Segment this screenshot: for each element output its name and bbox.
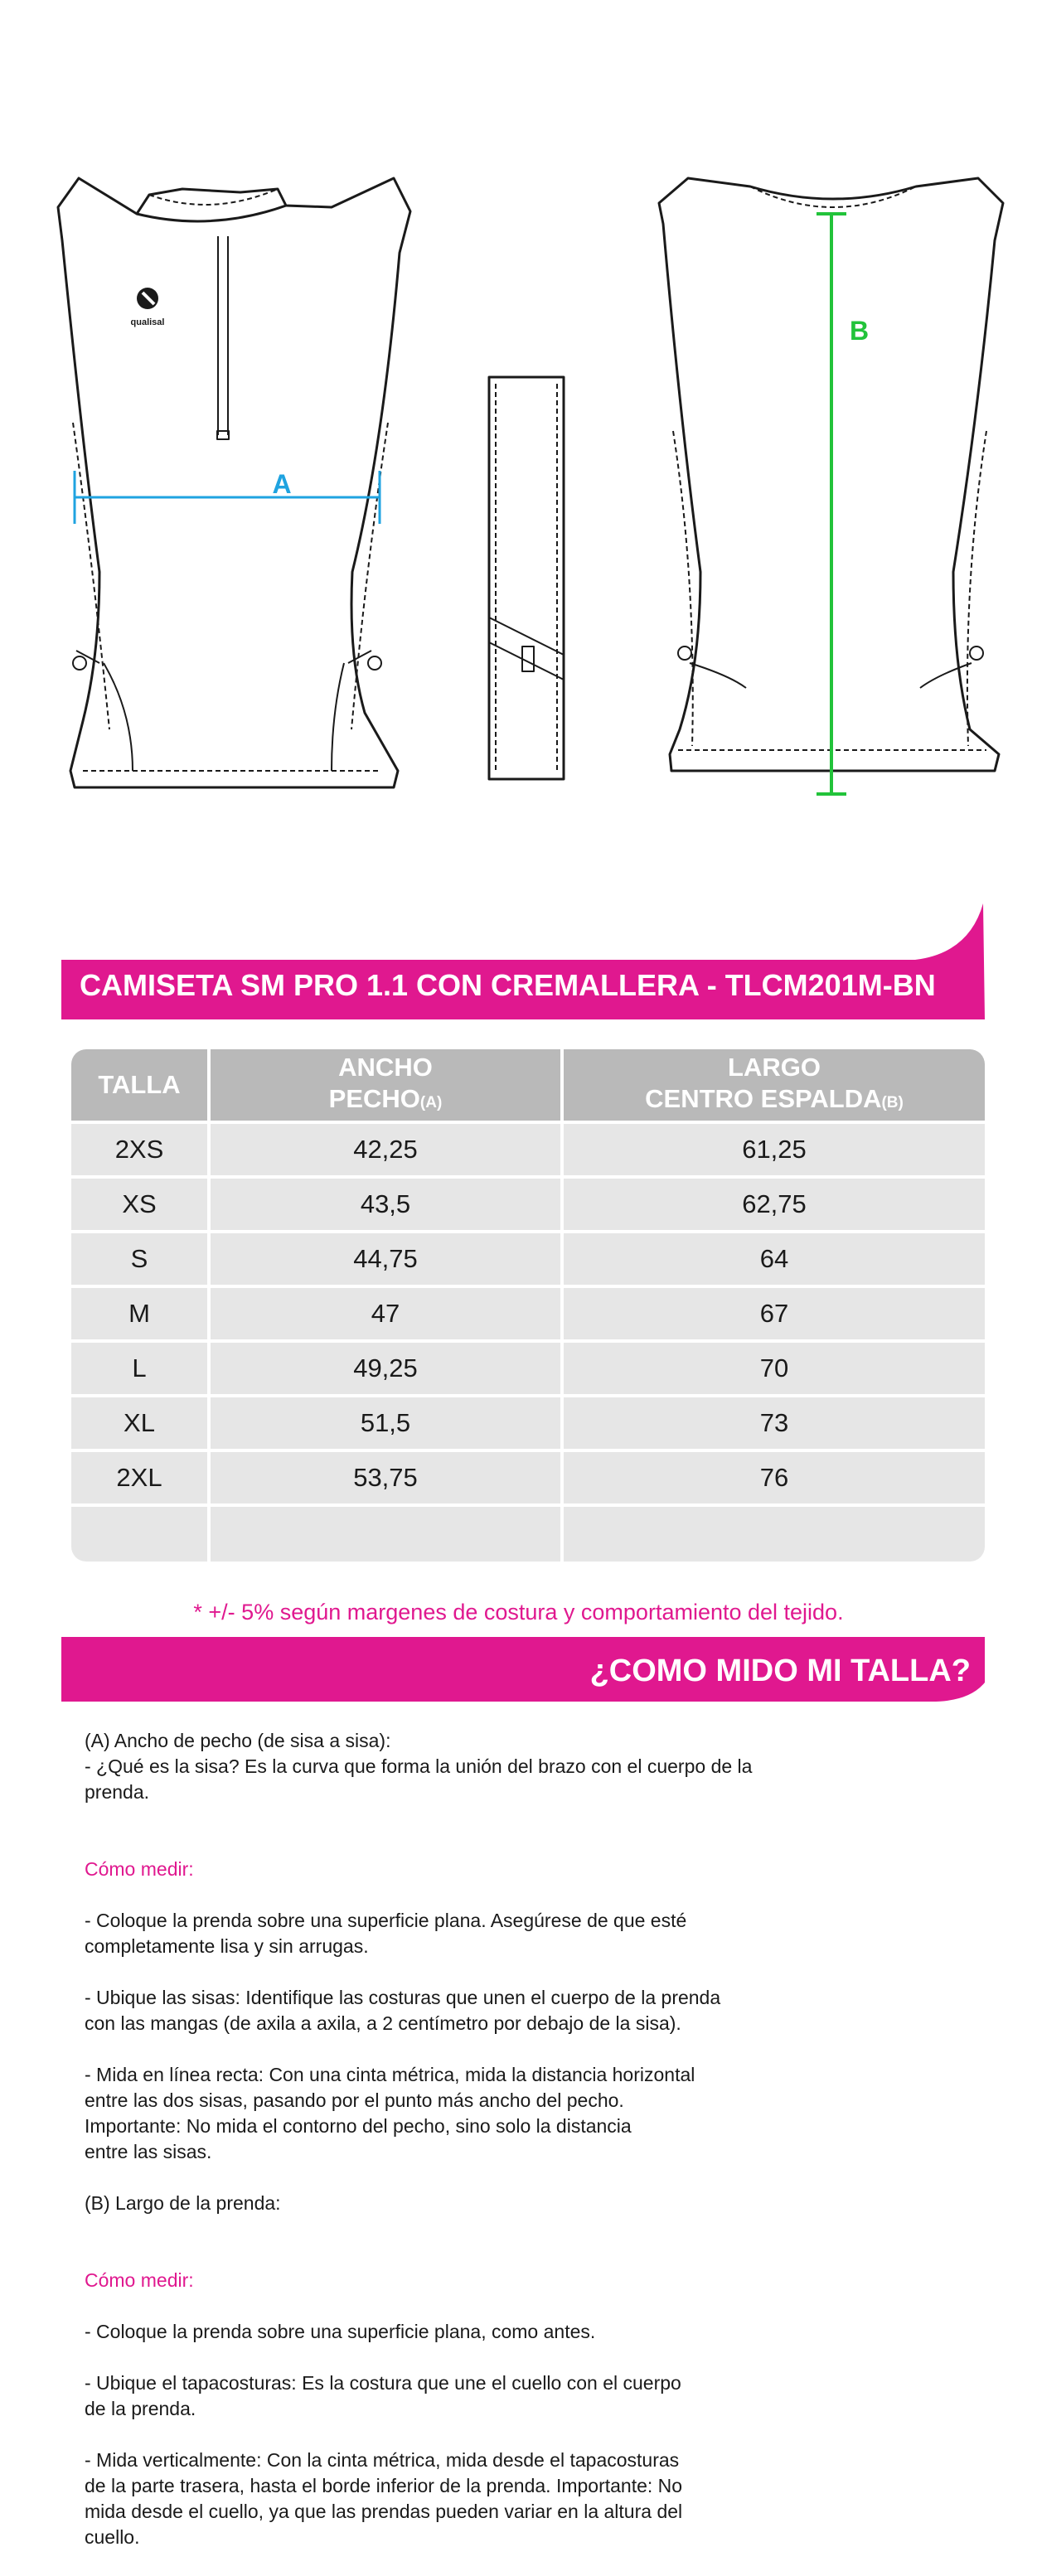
table-row <box>71 1124 985 1175</box>
col-talla-header <box>71 1049 207 1121</box>
zipper-detail <box>489 377 564 779</box>
a-como-medir-label: Cómo medir: <box>85 1858 194 1880</box>
table-row <box>71 1179 985 1230</box>
a-heading: (A) Ancho de pecho (de sisa a sisa): - ¿Qué es la sisa? Es la curva que forma la unión del brazo con el cuerpo de la prenda. <box>85 1730 753 1803</box>
col-ancho-header <box>211 1049 560 1121</box>
garment-illustrations <box>0 0 1037 829</box>
cell-largo: 61,25 <box>564 1124 985 1175</box>
cell-ancho: 51,5 <box>211 1397 560 1449</box>
b-step1: - Coloque la prenda sobre una superficie plana, como antes. <box>85 2321 596 2342</box>
table-header-row <box>71 1049 985 1121</box>
col-ancho-line2: PECHO <box>328 1083 420 1113</box>
cell-largo: 67 <box>564 1288 985 1339</box>
cell-largo: 62,75 <box>564 1179 985 1230</box>
brand-logo-text: qualisal <box>130 317 165 327</box>
how-to-title: ¿COMO MIDO MI TALLA? <box>589 1654 971 1688</box>
cell-ancho: 49,25 <box>211 1343 560 1394</box>
instructions <box>85 1728 814 2576</box>
b-step3: - Mida verticalmente: Con la cinta métrica, mida desde el tapacosturas de la parte trasera, hasta el borde inferior de la prenda. Importante: No mida desde el cuello, ya que las prendas pueden variar en la altura del cuello. <box>85 2449 683 2548</box>
cell-talla: 2XS <box>71 1124 207 1175</box>
cell-largo: 76 <box>564 1452 985 1503</box>
cell-talla: 2XL <box>71 1452 207 1503</box>
cell-ancho: 42,25 <box>211 1124 560 1175</box>
cell-empty <box>211 1507 560 1562</box>
col-largo-header <box>564 1049 985 1121</box>
a-step3: - Mida en línea recta: Con una cinta métrica, mida la distancia horizontal entre las dos sisas, pasando por el punto más ancho del pecho. Importante: No mida el contorno del pecho, sino solo la distancia entre las sisas. <box>85 2064 695 2162</box>
col-largo-line2: CENTRO ESPALDA <box>645 1083 882 1113</box>
b-como-medir-label: Cómo medir: <box>85 2269 194 2291</box>
cell-talla: XL <box>71 1397 207 1449</box>
brand-logo <box>137 288 158 309</box>
a-como-medir <box>85 1831 814 1959</box>
measure-a <box>75 471 380 524</box>
b-step2: - Ubique el tapacosturas: Es la costura que une el cuello con el cuerpo de la prenda. <box>85 2372 681 2419</box>
cell-ancho: 44,75 <box>211 1233 560 1285</box>
col-largo-line1: LARGO <box>728 1052 821 1082</box>
table-row-empty <box>71 1507 985 1562</box>
table-row <box>71 1288 985 1339</box>
cell-ancho: 43,5 <box>211 1179 560 1230</box>
cell-largo: 73 <box>564 1397 985 1449</box>
measure-b <box>817 214 846 794</box>
col-talla-label: TALLA <box>98 1070 181 1099</box>
size-table <box>68 1046 988 1565</box>
cell-talla: S <box>71 1233 207 1285</box>
table-row <box>71 1452 985 1503</box>
b-heading: (B) Largo de la prenda: <box>85 2192 281 2214</box>
tolerance-note: * +/- 5% según margenes de costura y comportamiento del tejido. <box>193 1600 844 1625</box>
table-row <box>71 1343 985 1394</box>
cell-largo: 64 <box>564 1233 985 1285</box>
measure-b-label: B <box>850 316 870 346</box>
cell-talla: M <box>71 1288 207 1339</box>
a-step2: - Ubique las sisas: Identifique las costuras que unen el cuerpo de la prenda con las mangas (de axila a axila, a 2 centímetro por debajo de la sisa). <box>85 1987 721 2034</box>
cell-talla: XS <box>71 1179 207 1230</box>
front-view <box>58 178 410 787</box>
col-ancho-line1: ANCHO <box>338 1052 433 1082</box>
table-row <box>71 1233 985 1285</box>
col-ancho-sub: (A) <box>419 1093 443 1111</box>
cell-empty <box>564 1507 985 1562</box>
cell-largo: 70 <box>564 1343 985 1394</box>
b-como-medir <box>85 2242 814 2345</box>
measure-a-label: A <box>272 469 292 499</box>
a-step1: - Coloque la prenda sobre una superficie plana. Asegúrese de que esté completamente lisa y sin arrugas. <box>85 1910 687 1957</box>
product-title: CAMISETA SM PRO 1.1 CON CREMALLERA - TLCM201M-BN <box>80 968 936 1002</box>
cell-ancho: 47 <box>211 1288 560 1339</box>
cell-empty <box>71 1507 207 1562</box>
cell-ancho: 53,75 <box>211 1452 560 1503</box>
col-largo-sub: (B) <box>881 1093 904 1111</box>
table-row <box>71 1397 985 1449</box>
cell-talla: L <box>71 1343 207 1394</box>
